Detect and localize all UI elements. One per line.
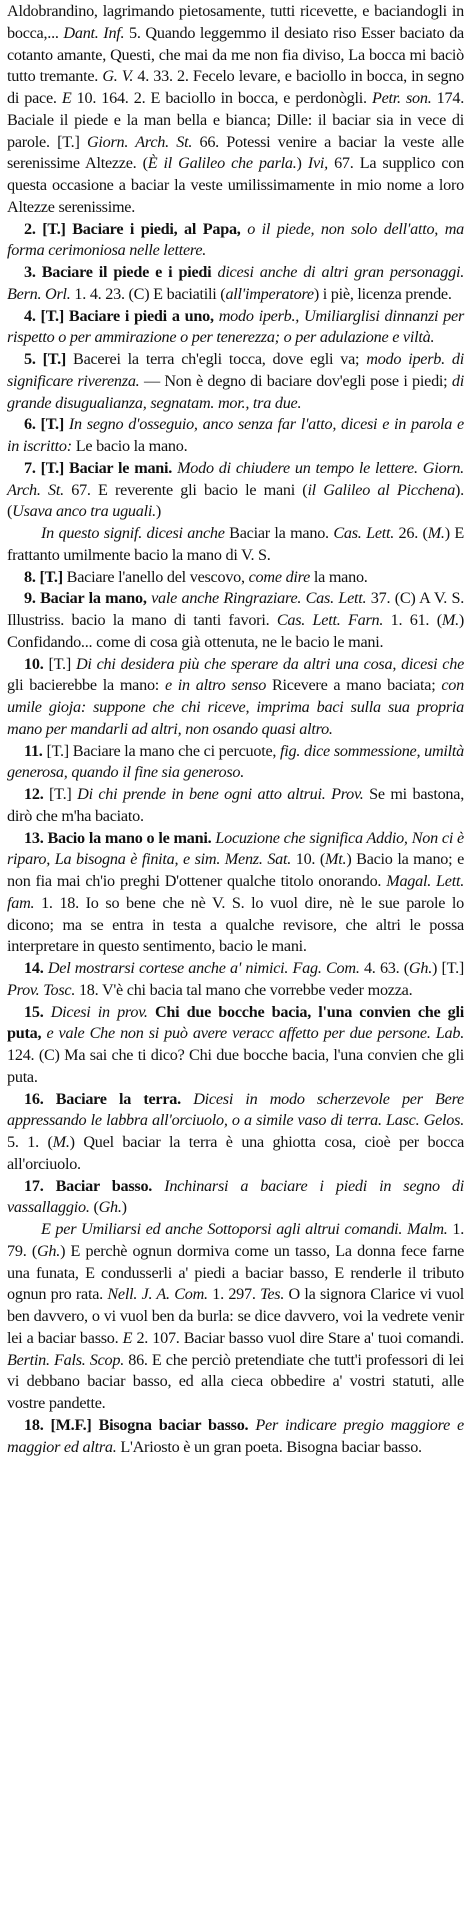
body-text: ). ( bbox=[7, 480, 464, 521]
body-text: 18. V'è chi bacia tal mano che vorrebbe veder mozza. bbox=[75, 980, 413, 999]
italic-text: Prov. Tosc. bbox=[7, 980, 76, 999]
italic-text: Inchinarsi a baciare i piedi in segno di vassallaggio. bbox=[7, 1176, 464, 1217]
sense-8 bbox=[7, 567, 464, 589]
body-text: 174. Baciale il piede e la man bella e bianca; Dille: il baciar sia in vece di parole. [T.] bbox=[7, 89, 465, 151]
italic-text: Bertin. Fals. Scop. bbox=[7, 1350, 125, 1369]
italic-text: Usava anco tra uguali. bbox=[12, 502, 156, 521]
sense-15 bbox=[7, 1002, 464, 1089]
italic-text: M. bbox=[52, 1133, 70, 1151]
body-text: 26. ( bbox=[394, 524, 428, 542]
body-text: [T.] bbox=[48, 654, 76, 673]
italic-text: Locuzione che significa Addio, Non ci è riparo, La bisogna è finita, e sim. Menz. Sat. bbox=[7, 828, 464, 869]
entry-heading: 7. [T.] Baciar le mani. bbox=[24, 458, 178, 477]
sense-2 bbox=[7, 219, 464, 263]
entry-heading: 2. [T.] Baciare i piedi, al Papa, bbox=[24, 219, 248, 238]
italic-text: fig. dice sommessione, umiltà generosa, quando il fine sia generoso. bbox=[7, 741, 464, 782]
body-text: 5. 1. ( bbox=[7, 1133, 53, 1151]
body-text: 4. 33. 2. Fecelo levare, e baciollo in bocca, in segno di pace. bbox=[7, 67, 465, 107]
italic-text: e vale Che non si può avere veracc affetto per due persone. Lab. bbox=[46, 1024, 465, 1043]
entry-heading: 13. Bacio la mano o le mani. bbox=[24, 828, 216, 847]
sense-16 bbox=[7, 1089, 464, 1176]
italic-text: È il Galileo che parla. bbox=[147, 154, 297, 173]
italic-text: Gh. bbox=[408, 959, 433, 977]
italic-text: Petr. son. bbox=[371, 89, 432, 107]
italic-text: Magal. Lett. fam. bbox=[7, 872, 465, 912]
body-text: L'Ariosto è un gran poeta. Bisogna baciar basso. bbox=[116, 1437, 422, 1456]
sense-9 bbox=[7, 588, 464, 653]
italic-text: Di chi desidera più che sperare da altri una cosa, dicesi che bbox=[75, 654, 465, 673]
sense-3 bbox=[7, 262, 464, 306]
body-text: — Non è degno di baciare dov'egli pose i piedi; bbox=[139, 371, 452, 390]
body-text: ) [T.] bbox=[432, 959, 465, 977]
body-text: 1. 79. ( bbox=[7, 1220, 464, 1260]
entry-heading: 14. bbox=[24, 959, 48, 977]
italic-text: M. bbox=[441, 611, 459, 629]
entry-heading: 8. [T.] bbox=[24, 567, 67, 586]
body-text: [T.] bbox=[49, 785, 78, 803]
italic-text: modo iperb., Umiliarglisi dinnanzi per rispetto o per ammirazione o per tenerezza; o per adulazione e viltà. bbox=[7, 306, 464, 347]
body-text: ) bbox=[155, 502, 162, 521]
italic-text: vale anche Ringraziare. Cas. Lett. bbox=[151, 589, 367, 608]
italic-text: Del mostrarsi cortese anche a' nimici. Fag. Com. bbox=[47, 959, 360, 977]
body-text: ) E perchè ognun dormiva come un tasso, La donna fece farne una funata, E condusserli a' piedi a baciar basso, E renderle il tributo ognun pro rata. bbox=[7, 1241, 465, 1304]
italic-text: Nell. J. A. Com. bbox=[107, 1285, 208, 1304]
italic-text: modo iperb. di significare riverenza. bbox=[7, 350, 464, 390]
body-text: Se mi bastona, dirò che m'ha baciato. bbox=[7, 785, 464, 825]
entry-heading: Chi due bocche bacia, l'una convien che gli puta, bbox=[7, 1002, 464, 1043]
italic-text: Mt. bbox=[325, 850, 347, 869]
italic-text: In questo signif. dicesi anche bbox=[41, 524, 225, 542]
sense-14 bbox=[7, 958, 464, 1002]
sense-13 bbox=[7, 828, 464, 959]
body-text: 66. Potessi venire a baciar la veste alle serenissime Altezze. ( bbox=[7, 132, 464, 173]
body-text: 1. 4. 23. (C) E baciatili ( bbox=[70, 284, 226, 303]
entry-heading: 5. [T.] bbox=[24, 350, 74, 368]
sense-5 bbox=[7, 349, 464, 414]
body-text: 67. E reverente gli bacio le mani ( bbox=[63, 480, 308, 499]
body-text: 4. 63. ( bbox=[359, 959, 409, 977]
body-text: 86. E che perciò pretendiate che tutt'i professori di lei vi debbano baciar basso, ed alla cieca obbedire a' vostri statuti, alle vostre pandette. bbox=[7, 1350, 464, 1412]
body-text: ) E frattanto umilmente bacio la mano di V. S. bbox=[7, 524, 464, 564]
body-text: ) Quel baciar la terra è una ghiotta cosa, cioè per bocca all'orciuolo. bbox=[7, 1133, 465, 1173]
italic-text: E bbox=[122, 1328, 133, 1347]
italic-text: Per indicare pregio maggiore e maggior ed altra. bbox=[7, 1415, 464, 1456]
sense-7-subnote bbox=[7, 523, 464, 567]
body-text: gli bacierebbe la mano: bbox=[7, 676, 165, 695]
body-text: 67. La supplico con questa occasione a baciar la veste umilissimamente in mio nome a loro Altezze serenissime. bbox=[7, 154, 464, 216]
body-text: 1. 297. bbox=[207, 1285, 261, 1304]
body-text: 124. (C) Ma sai che ti dico? Chi due bocche bacia, l'una convien che gli puta. bbox=[7, 1046, 464, 1086]
body-text: ) bbox=[121, 1198, 127, 1217]
italic-text: e in altro senso bbox=[164, 676, 267, 695]
italic-text: Dant. Inf. bbox=[63, 23, 125, 42]
body-text: ) Bacio la mano; e non fia mai ch'io preghi D'ottener qualche titolo onorando. bbox=[7, 850, 465, 890]
entry-heading: 9. Baciar la mano, bbox=[24, 589, 152, 608]
body-text: ( bbox=[89, 1198, 99, 1217]
body-text: 5. Quando leggemmo il desiato riso Esser baciato da cotanto amante, Questi, che mai da me non fia diviso, La bocca mi baciò tutto tremante. bbox=[7, 23, 464, 86]
italic-text: In segno d'osseguio, anco senza far l'atto, dicesi e in parola e in iscritto: bbox=[7, 415, 464, 455]
body-text: 1. 61. ( bbox=[383, 611, 442, 629]
italic-text: dicesi anche di altri gran personaggi. Bern. Orl. bbox=[7, 263, 464, 303]
body-text: Baciare l'anello del vescovo, bbox=[66, 567, 249, 586]
body-text: 2. 107. Baciar basso vuol dire Stare a' tuoi comandi. bbox=[132, 1328, 464, 1347]
italic-text: Dicesi in modo scherzevole per Bere appressando le labbra all'orciuolo, o a simile vaso di terra. Lasc. Gelos. bbox=[7, 1089, 464, 1130]
italic-text: di grande disugualianza, segnatam. mor., tra due. bbox=[7, 371, 464, 412]
sense-18 bbox=[7, 1415, 464, 1459]
body-text: ) i piè, licenza prende. bbox=[313, 284, 452, 303]
entry-heading: 4. [T.] Baciare i piedi a uno, bbox=[24, 306, 219, 325]
italic-text: Modo di chiudere un tempo le lettere. Giorn. Arch. St. bbox=[7, 458, 464, 499]
body-text: la mano. bbox=[310, 567, 368, 586]
body-text: ) Confidando... come di cosa già ottenuta, ne le bacio le mani. bbox=[7, 611, 465, 651]
body-text: 10. ( bbox=[291, 850, 326, 869]
entry-heading: 12. bbox=[24, 785, 50, 803]
body-text: 10. 164. 2. E baciollo in bocca, e perdonògli. bbox=[71, 89, 372, 107]
sense-4 bbox=[7, 306, 464, 350]
entry-heading: 3. Baciare il piede e i piedi bbox=[24, 263, 218, 281]
body-text: 1. 18. Io so bene che nè V. S. lo vuol dire, nè le sue parole lo dicono; ma se entra in testa a qualche revisore, che altri le possa interpretare in questo sentimento, bacio le mani. bbox=[7, 893, 464, 956]
body-text: Le bacio la mano. bbox=[71, 437, 188, 455]
italic-text: Gh. bbox=[98, 1198, 122, 1217]
italic-text: M. bbox=[427, 524, 445, 542]
italic-text: Tes. bbox=[260, 1285, 285, 1304]
entry-heading: 18. [M.F.] Bisogna baciar basso. bbox=[24, 1415, 256, 1434]
italic-text: come dire bbox=[248, 567, 311, 586]
italic-text: Cas. Lett. bbox=[333, 524, 395, 542]
sense-7 bbox=[7, 458, 464, 523]
italic-text: Cas. Lett. Farn. bbox=[276, 611, 384, 629]
body-text: ) bbox=[296, 154, 308, 173]
italic-text: Dicesi in prov. bbox=[50, 1002, 148, 1021]
sense-11 bbox=[7, 741, 464, 785]
italic-text: G. V. bbox=[102, 67, 134, 86]
entry-continuation bbox=[7, 1, 464, 219]
body-text: [T.] Baciare la mano che ci percuote, bbox=[46, 741, 281, 760]
body-text: Baciar la mano. bbox=[224, 524, 334, 542]
italic-text: con umile gioja: suppone che chi riceve, imprima baci sulla sua propria mano per mandarli ad altri, non osando quasi altro. bbox=[7, 676, 464, 738]
entry-heading: 16. Baciare la terra. bbox=[24, 1089, 194, 1108]
entry-heading: 6. [T.] bbox=[24, 415, 69, 434]
italic-text: o il piede, non solo dell'atto, ma forma cerimoniosa nelle lettere. bbox=[7, 219, 464, 260]
sense-10 bbox=[7, 654, 464, 741]
italic-text: all'imperatore bbox=[225, 284, 314, 303]
entry-heading: 17. Baciar basso. bbox=[24, 1176, 165, 1195]
italic-text: Gh. bbox=[36, 1241, 61, 1260]
entry-heading: 10. bbox=[24, 654, 49, 673]
sense-12 bbox=[7, 784, 464, 828]
sense-17-subnote bbox=[7, 1219, 464, 1415]
italic-text: Di chi prende in bene ogni atto altrui. Prov. bbox=[77, 785, 364, 803]
sense-6 bbox=[7, 414, 464, 458]
body-text: Ricevere a mano baciata; bbox=[266, 676, 442, 695]
italic-text: Ivi, bbox=[307, 154, 328, 173]
entry-heading: 11. bbox=[24, 741, 47, 760]
sense-17 bbox=[7, 1176, 464, 1220]
italic-text: Giorn. Arch. St. bbox=[86, 132, 193, 151]
body-text: Bacerei la terra ch'egli tocca, dove egli va; bbox=[73, 350, 367, 368]
italic-text: E per Umiliarsi ed anche Sottoporsi agli altrui comandi. Malm. bbox=[41, 1220, 448, 1238]
body-text: 37. (C) A V. S. Illustriss. bacio la mano di tanti favori. bbox=[7, 589, 465, 629]
italic-text: E bbox=[61, 89, 72, 107]
body-text: Aldobrandino, lagrimando pietosamente, tutti ricevette, e baciandogli in bocca,... bbox=[7, 2, 464, 42]
body-text: O la signora Clarice vi vuol ben davvero, o vi vuol ben da burla: se dice davvero, voi la vedrete venir lei a baciar basso. bbox=[7, 1285, 464, 1347]
entry-heading: 15. bbox=[24, 1002, 51, 1021]
italic-text: il Galileo al Picchena bbox=[307, 480, 456, 499]
